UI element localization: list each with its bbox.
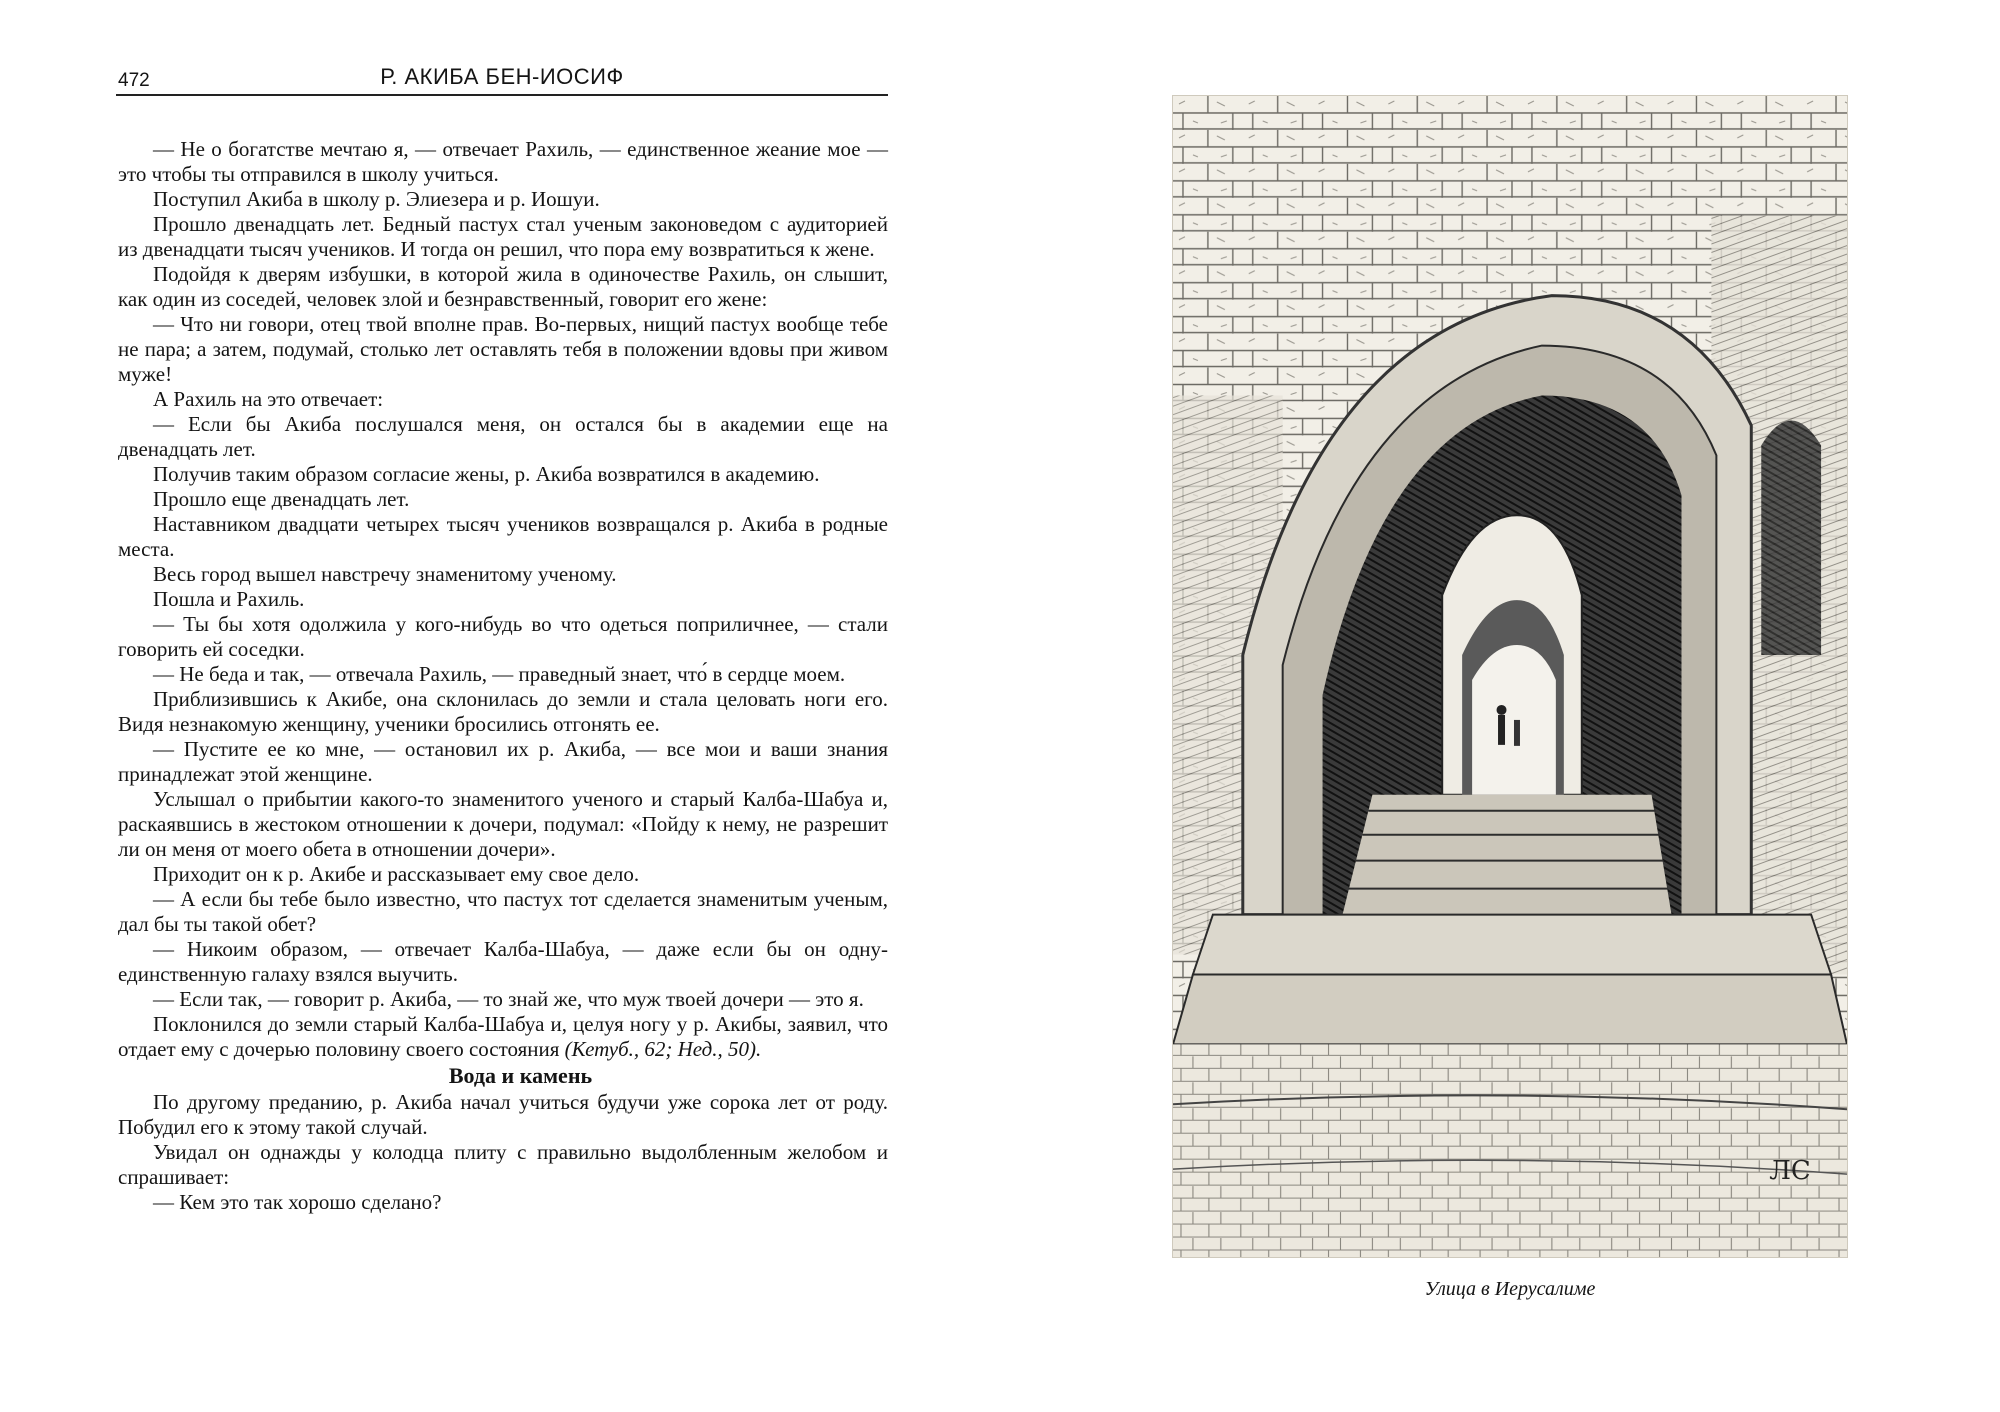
paragraph: Пошла и Рахиль. [153,587,305,611]
citation: (Кетуб., 62; Нед., 50). [564,1037,762,1061]
running-title: Р. АКИБА БЕН-ИОСИФ [380,64,624,89]
paragraph: — Ты бы хотя одолжила у кого-нибудь во что одеться поприличнее, — стали говорить ей соседки. [118,612,888,661]
paragraph: А Рахиль на это отвечает: [153,387,384,411]
illustration [1172,95,1848,1258]
paragraph: Подойдя к дверям избушки, в которой жила в одиночестве Рахиль, он слышит, как один из соседей, человек злой и безнравственный, говорит его жене: [118,262,888,311]
right-page [1000,0,2000,1412]
paragraph: Наставником двадцати четырех тысяч учеников возвращался р. Акиба в родные места. [118,512,888,561]
paragraph: — Что ни говори, отец твой вполне прав. Во-первых, нищий пастух вообще тебе не пара; а затем, подумай, столько лет оставлять тебя в положении вдовы при живом муже! [118,312,888,386]
figure-caption: Улица в Иерусалиме [1424,1278,1596,1300]
paragraph-with-citation [118,1012,888,1062]
artist-monogram: ЛС [1769,1156,1811,1187]
paragraph: Прошло еще двенадцать лет. [153,487,410,511]
paragraph: Весь город вышел навстречу знаменитому ученому. [153,562,617,586]
paragraph: — Никоим образом, — отвечает Калба-Шабуа, — даже если бы он одну-единственную галаху взялся выучить. [118,937,888,986]
paragraph: Услышал о прибытии какого-то знаменитого ученого и старый Калба-Шабуа и, раскаявшись в жестоком отношении к дочери, подумал: «Пойду к нему, не разрешит ли он меня от моего обета в отношении дочери». [118,787,888,861]
paragraph: Приблизившись к Акибе, она склонилась до земли и стала целовать ноги его. Видя незнакомую женщину, ученики бросились отгонять ее. [118,687,888,736]
paragraph: — Пустите ее ко мне, — остановил их р. Акиба, — все мои и ваши знания принадлежат этой женщине. [118,737,888,786]
paragraph: — Не о богатстве мечтаю я, — отвечает Рахиль, — единственное жеание мое — это чтобы ты отправился в школу учиться. [118,137,888,186]
paragraph: — Не беда и так, — отвечала Рахиль, — праведный знает, что́ в сердце моем. [153,662,846,686]
paragraph: — Кем это так хорошо сделано? [153,1190,442,1214]
paragraph: — А если бы тебе было известно, что пастух тот сделается знаменитым ученым, дал бы ты такой обет? [118,887,888,936]
paragraph: — Если так, — говорит р. Акиба, — то знай же, что муж твоей дочери — это я. [153,987,864,1011]
paragraph: — Если бы Акиба послушался меня, он остался бы в академии еще на двенадцать лет. [118,412,888,461]
paragraph: По другому преданию, р. Акиба начал учиться будучи уже сорока лет от роду. Побудил его к этому такой случай. [118,1090,888,1139]
ink-drawing-arched-street [1173,96,1847,1257]
paragraph: Приходит он к р. Акибе и рассказывает ему свое дело. [153,862,640,886]
section-heading: Вода и камень [448,1063,593,1088]
paragraph-text: Поклонился до земли старый Калба-Шабуа и, целуя ногу у р. Акибы, заявил, что отдает ему с дочерью половину своего состояния [118,1012,888,1061]
paragraph: Увидал он однажды у колодца плиту с правильно выдолбленным желобом и спрашивает: [118,1140,888,1189]
paragraph: Прошло двенадцать лет. Бедный пастух стал ученым законоведом с аудиторией из двенадцати тысяч учеников. И тогда он решил, что пора ему возвратиться к жене. [118,212,888,261]
body-text [118,137,888,1215]
page-number: 472 [118,70,150,91]
paragraph: Получив таким образом согласие жены, р. Акиба возвратился в академию. [153,462,820,486]
running-head [116,64,888,96]
paragraph: Поступил Акиба в школу р. Элиезера и р. Иошуи. [153,187,600,211]
